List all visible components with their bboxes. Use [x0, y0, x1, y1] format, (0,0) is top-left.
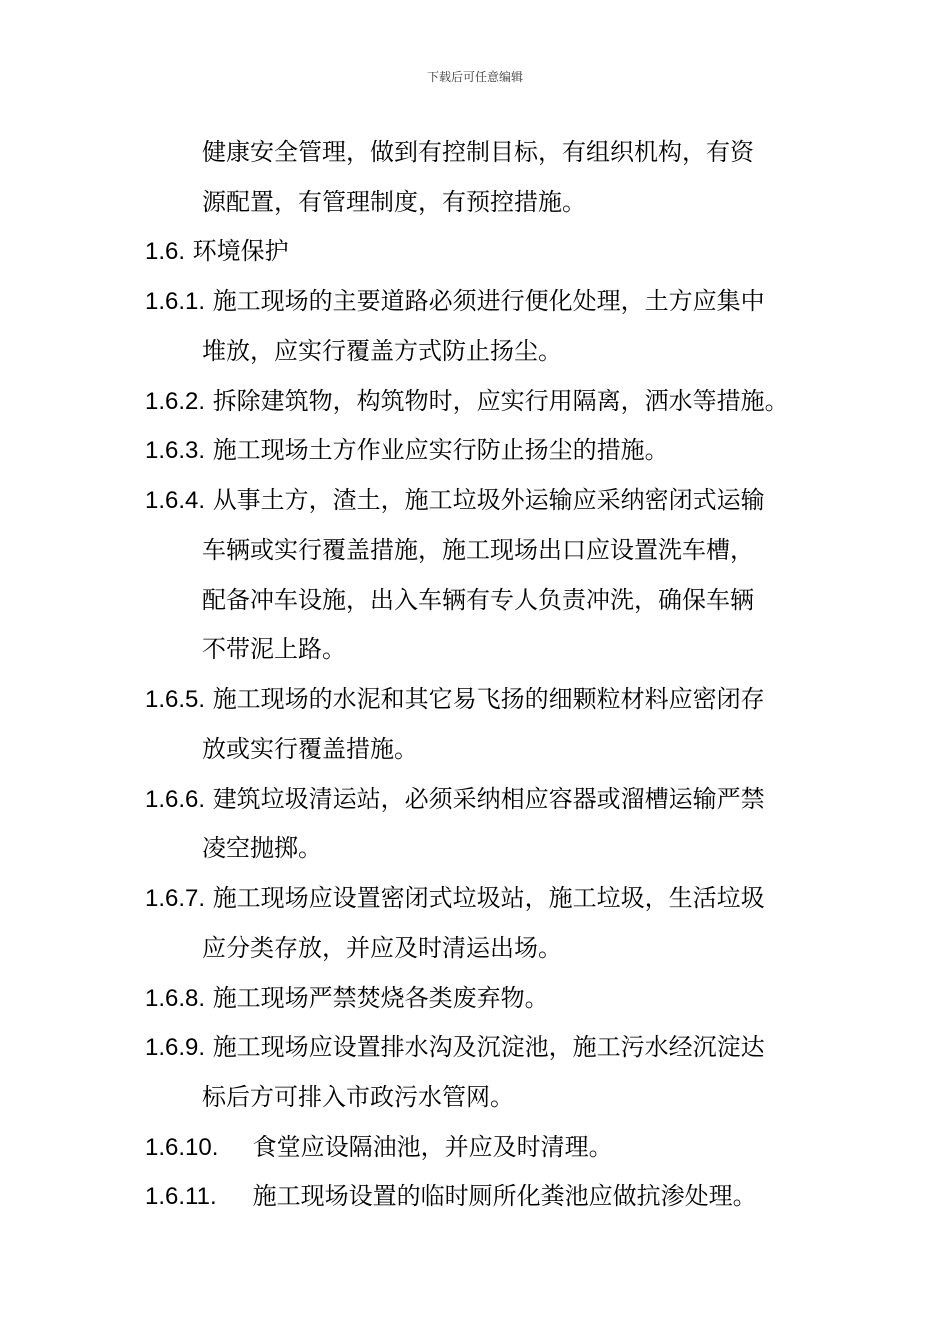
list-item — [145, 385, 789, 418]
item-number: 1.6.2. — [145, 388, 206, 415]
item-number: 1.6.4. — [145, 487, 206, 514]
text-line — [202, 733, 418, 765]
item-text: 建筑垃圾清运站，必须采纳相应容器或溜槽运输严禁 — [212, 785, 765, 813]
line-text: 不带泥上路。 — [202, 635, 346, 663]
text-line — [202, 584, 754, 616]
item-number: 1.6.1. — [145, 288, 206, 315]
line-text: 凌空抛掷。 — [202, 834, 322, 862]
line-text: 标后方可排入市政污水管网。 — [202, 1083, 514, 1111]
list-item — [145, 1131, 613, 1164]
page-header: 下载后可任意编辑 — [426, 70, 523, 84]
text-line — [202, 335, 562, 367]
line-text: 源配置，有管理制度，有预控措施。 — [202, 188, 586, 216]
section-heading — [145, 235, 289, 268]
item-number: 1.6.10. — [145, 1134, 219, 1161]
line-text: 放或实行覆盖措施。 — [202, 735, 418, 763]
section-number: 1.6. — [145, 238, 186, 265]
list-item — [145, 484, 765, 517]
text-line — [202, 534, 754, 566]
item-text: 施工现场严禁焚烧各类废弃物。 — [212, 984, 549, 1012]
list-item — [145, 434, 669, 467]
list-item — [145, 882, 765, 915]
list-item — [145, 783, 765, 816]
text-line — [202, 186, 586, 218]
item-text: 施工现场应设置排水沟及沉淀池，施工污水经沉淀达 — [212, 1033, 765, 1061]
item-text: 拆除建筑物，构筑物时，应实行用隔离，洒水等措施。 — [212, 387, 789, 415]
text-line — [202, 932, 562, 964]
list-item — [145, 285, 765, 318]
item-number: 1.6.5. — [145, 686, 206, 713]
item-text: 施工现场应设置密闭式垃圾站，施工垃圾，生活垃圾 — [212, 884, 765, 912]
section-title: 环境保护 — [192, 237, 289, 265]
item-number: 1.6.11. — [145, 1183, 217, 1210]
line-text: 应分类存放，并应及时清运出场。 — [202, 934, 562, 962]
item-number: 1.6.7. — [145, 885, 206, 912]
item-text: 施工现场土方作业应实行防止扬尘的措施。 — [212, 436, 669, 464]
line-text: 健康安全管理，做到有控制目标，有组织机构，有资 — [202, 138, 754, 166]
text-line — [202, 1081, 514, 1113]
list-item — [145, 683, 765, 716]
list-item — [145, 1031, 765, 1064]
item-text: 从事土方，渣土，施工垃圾外运输应采纳密闭式运输 — [212, 486, 765, 514]
text-line — [202, 136, 754, 168]
list-item — [145, 1180, 757, 1213]
item-text: 施工现场设置的临时厕所化粪池应做抗渗处理。 — [252, 1182, 757, 1210]
item-number: 1.6.8. — [145, 985, 206, 1012]
item-number: 1.6.3. — [145, 437, 206, 464]
item-number: 1.6.6. — [145, 786, 206, 813]
item-text: 施工现场的水泥和其它易飞扬的细颗粒材料应密闭存 — [212, 685, 765, 713]
line-text: 堆放，应实行覆盖方式防止扬尘。 — [202, 337, 562, 365]
text-line — [202, 633, 346, 665]
item-text: 食堂应设隔油池，并应及时清理。 — [252, 1133, 613, 1161]
list-item — [145, 982, 549, 1015]
item-number: 1.6.9. — [145, 1034, 206, 1061]
text-line — [202, 832, 322, 864]
line-text: 配备冲车设施，出入车辆有专人负责冲洗，确保车辆 — [202, 586, 754, 614]
item-text: 施工现场的主要道路必须进行便化处理，土方应集中 — [212, 287, 765, 315]
line-text: 车辆或实行覆盖措施，施工现场出口应设置洗车槽， — [202, 536, 754, 564]
